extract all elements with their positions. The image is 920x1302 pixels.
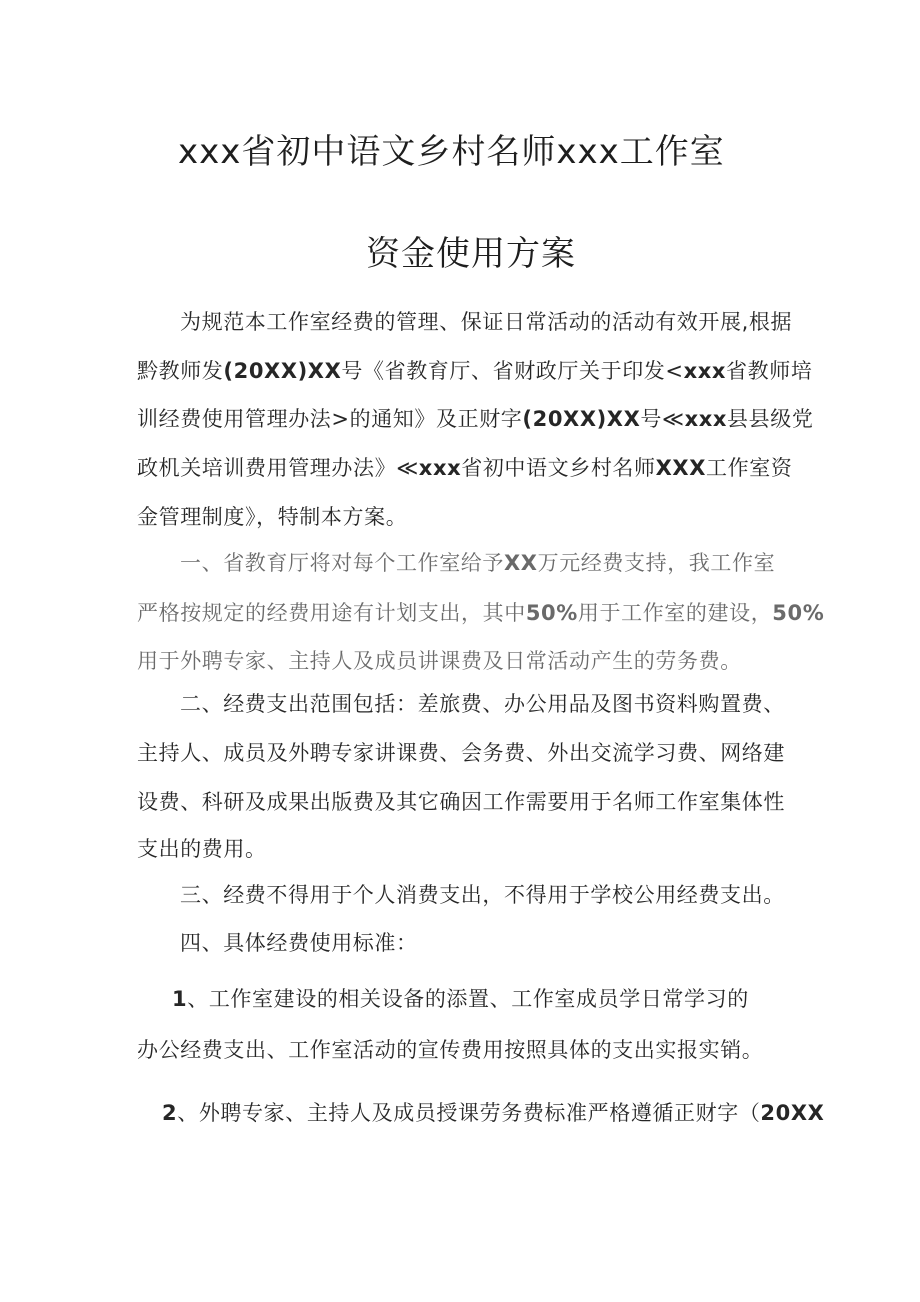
title-line-1: xxx省初中语文乡村名师xxx工作室 xyxy=(178,132,725,172)
para-4: 三、经费不得用于个人消费支出，不得用于学校公用经费支出。 xyxy=(180,883,785,907)
para-2-line-2: 严格按规定的经费用途有计划支出，其中50%用于工作室的建设，50% xyxy=(137,601,825,625)
para-7-line-1: 2、外聘专家、主持人及成员授课劳务费标准严格遵循正财字（20XX xyxy=(162,1101,825,1125)
para-3-line-2: 主持人、成员及外聘专家讲课费、会务费、外出交流学习费、网络建 xyxy=(137,741,785,765)
para-6-line-2: 办公经费支出、工作室活动的宣传费用按照具体的支出实报实销。 xyxy=(137,1038,764,1062)
title-line-2: 资金使用方案 xyxy=(366,234,576,274)
para-1-line-1: 为规范本工作室经费的管理、保证日常活动的活动有效开展,根据 xyxy=(180,310,793,334)
para-2-line-3: 用于外聘专家、主持人及成员讲课费及日常活动产生的劳务费。 xyxy=(137,649,742,673)
para-2-line-1: 一、省教育厅将对每个工作室给予XX万元经费支持，我工作室 xyxy=(180,551,776,575)
para-1-line-3: 训经费使用管理办法>的通知》及正财字(20XX)XX号≪xxx县县级党 xyxy=(137,407,814,431)
para-1-line-4: 政机关培训费用管理办法》≪xxx省初中语文乡村名师XXX工作室资 xyxy=(137,456,793,480)
para-1-line-5: 金管理制度》，特制本方案。 xyxy=(137,505,408,529)
para-3-line-3: 设费、科研及成果出版费及其它确因工作需要用于名师工作室集体性 xyxy=(137,790,785,814)
para-6-line-1: 1、工作室建设的相关设备的添置、工作室成员学日常学习的 xyxy=(172,987,749,1011)
para-3-line-1: 二、经费支出范围包括：差旅费、办公用品及图书资料购置费、 xyxy=(180,692,785,716)
para-1-line-2: 黔教师发(20XX)XX号《省教育厅、省财政厅关于印发<xxx省教师培 xyxy=(137,359,813,383)
para-5: 四、具体经费使用标准： xyxy=(180,931,418,955)
para-3-line-4: 支出的费用。 xyxy=(137,837,267,861)
